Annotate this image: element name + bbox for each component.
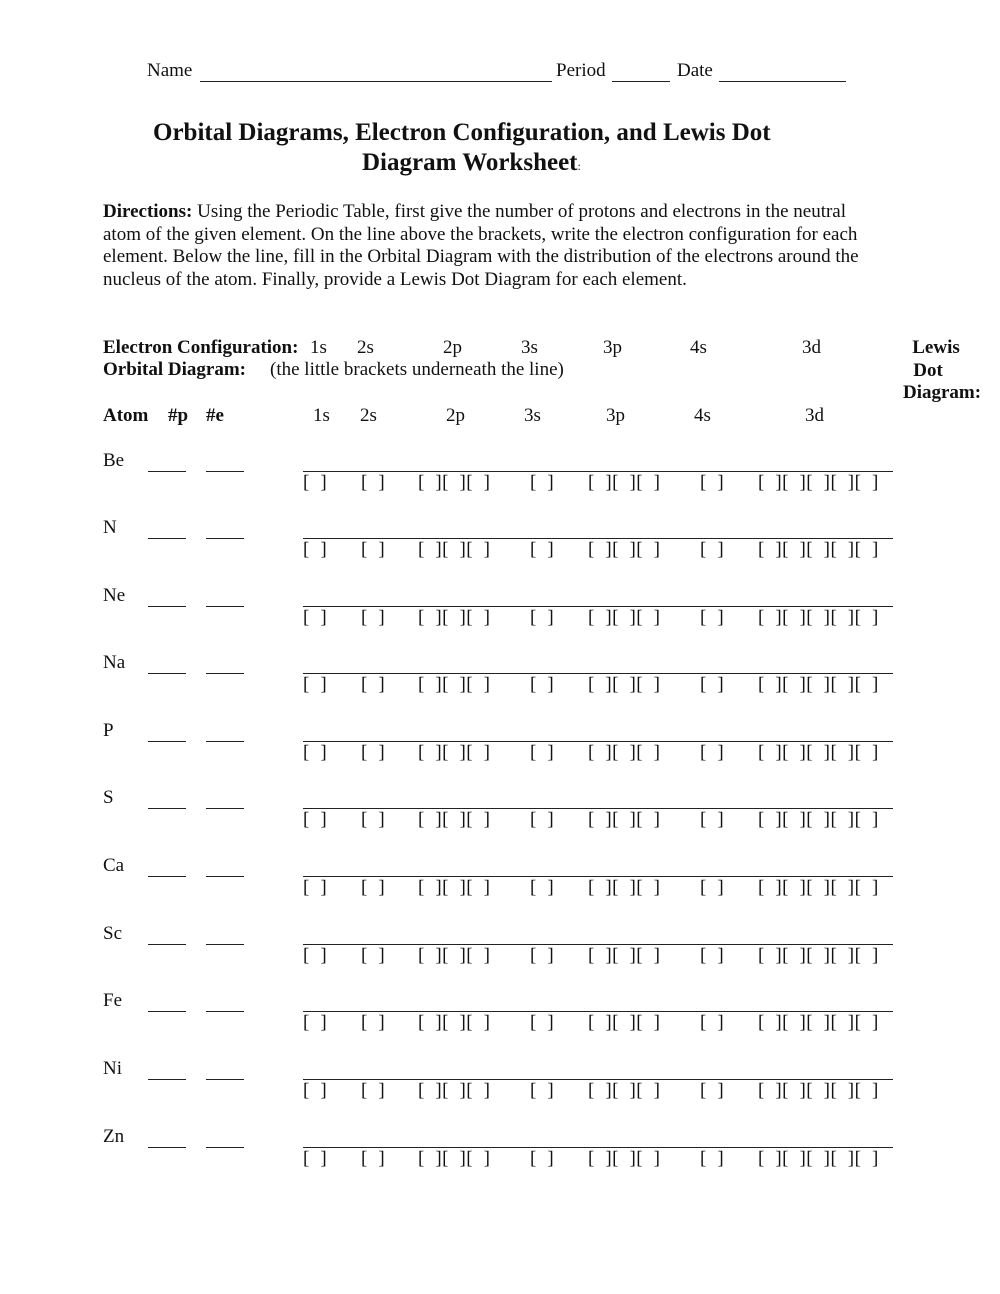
- orbital-3p-boxes[interactable]: [ ][ ][ ]: [588, 877, 661, 898]
- orbital-4s-box[interactable]: [ ]: [700, 472, 725, 493]
- directions-label: Directions:: [103, 201, 193, 222]
- orbital-2s-box[interactable]: [ ]: [361, 809, 386, 830]
- date-label: Date: [677, 60, 713, 81]
- legend-orbital-1s: 1s: [310, 337, 327, 358]
- orbital-3p-boxes[interactable]: [ ][ ][ ]: [588, 607, 661, 628]
- orbital-3p-boxes[interactable]: [ ][ ][ ]: [588, 472, 661, 493]
- column-orbital-3p: 3p: [606, 405, 625, 426]
- orbital-3s-box[interactable]: [ ]: [530, 945, 555, 966]
- electrons-blank[interactable]: [206, 449, 244, 472]
- orbital-1s-box[interactable]: [ ]: [303, 539, 328, 560]
- column-orbital-1s: 1s: [313, 405, 330, 426]
- element-row-ni: [0, 1058, 1000, 1118]
- orbital-3s-box[interactable]: [ ]: [530, 877, 555, 898]
- orbital-3p-boxes[interactable]: [ ][ ][ ]: [588, 1012, 661, 1033]
- orbital-4s-box[interactable]: [ ]: [700, 1012, 725, 1033]
- element-symbol: N: [103, 517, 117, 538]
- electrons-blank[interactable]: [206, 922, 244, 945]
- orbital-4s-box[interactable]: [ ]: [700, 945, 725, 966]
- protons-blank[interactable]: [148, 1125, 186, 1148]
- orbital-3d-boxes[interactable]: [ ][ ][ ][ ][ ]: [758, 945, 879, 966]
- electrons-blank[interactable]: [206, 651, 244, 674]
- protons-blank[interactable]: [148, 989, 186, 1012]
- orbital-diagram-label: Orbital Diagram:: [103, 359, 247, 380]
- element-symbol: P: [103, 720, 114, 741]
- element-row-be: [0, 450, 1000, 510]
- column-orbital-2p: 2p: [446, 405, 465, 426]
- orbital-3s-box[interactable]: [ ]: [530, 1148, 555, 1169]
- orbital-3d-boxes[interactable]: [ ][ ][ ][ ][ ]: [758, 1080, 879, 1101]
- orbital-2s-box[interactable]: [ ]: [361, 742, 386, 763]
- period-field[interactable]: [612, 59, 670, 82]
- name-field[interactable]: [200, 59, 552, 82]
- legend-orbital-3p: 3p: [603, 337, 622, 358]
- orbital-3d-boxes[interactable]: [ ][ ][ ][ ][ ]: [758, 1012, 879, 1033]
- orbital-4s-box[interactable]: [ ]: [700, 1148, 725, 1169]
- directions-text: Using the Periodic Table, first give the number of protons and electrons in the neutral atom of the given element. On the line above the brackets, write the electron configuration for each element. Below the line, fill in the Orbital Diagram with the distribution of the electrons around the nucleus of the atom. Finally, provide a Lewis Dot Diagram for each element.: [103, 201, 859, 290]
- orbital-3d-boxes[interactable]: [ ][ ][ ][ ][ ]: [758, 1148, 879, 1169]
- orbital-2s-box[interactable]: [ ]: [361, 472, 386, 493]
- orbital-3p-boxes[interactable]: [ ][ ][ ]: [588, 945, 661, 966]
- electron-config-line[interactable]: [303, 651, 893, 674]
- electrons-blank[interactable]: [206, 1125, 244, 1148]
- orbital-4s-box[interactable]: [ ]: [700, 809, 725, 830]
- lewis-heading-line1: Lewis: [912, 337, 960, 358]
- column-protons: #p: [168, 405, 189, 426]
- orbital-4s-box[interactable]: [ ]: [700, 539, 725, 560]
- orbital-diagram-note: (the little brackets underneath the line): [270, 359, 564, 380]
- directions-paragraph: [103, 201, 873, 291]
- element-symbol: Zn: [103, 1126, 125, 1147]
- legend-orbital-3s: 3s: [521, 337, 538, 358]
- element-row-ca: [0, 855, 1000, 915]
- orbital-1s-box[interactable]: [ ]: [303, 674, 328, 695]
- orbital-2p-boxes[interactable]: [ ][ ][ ]: [418, 1148, 491, 1169]
- column-orbital-4s: 4s: [694, 405, 711, 426]
- element-row-fe: [0, 990, 1000, 1050]
- orbital-3d-boxes[interactable]: [ ][ ][ ][ ][ ]: [758, 607, 879, 628]
- orbital-3p-boxes[interactable]: [ ][ ][ ]: [588, 539, 661, 560]
- orbital-2s-box[interactable]: [ ]: [361, 877, 386, 898]
- orbital-3d-boxes[interactable]: [ ][ ][ ][ ][ ]: [758, 539, 879, 560]
- protons-blank[interactable]: [148, 854, 186, 877]
- orbital-1s-box[interactable]: [ ]: [303, 1080, 328, 1101]
- column-atom: Atom: [103, 405, 149, 426]
- lewis-dot-heading: [893, 337, 982, 405]
- electrons-blank[interactable]: [206, 854, 244, 877]
- orbital-3s-box[interactable]: [ ]: [530, 1012, 555, 1033]
- electron-config-line[interactable]: [303, 516, 893, 539]
- lewis-heading-line2: Dot: [913, 359, 943, 381]
- protons-blank[interactable]: [148, 719, 186, 742]
- orbital-2s-box[interactable]: [ ]: [361, 1148, 386, 1169]
- protons-blank[interactable]: [148, 1057, 186, 1080]
- orbital-1s-box[interactable]: [ ]: [303, 1012, 328, 1033]
- orbital-3s-box[interactable]: [ ]: [530, 742, 555, 763]
- orbital-3d-boxes[interactable]: [ ][ ][ ][ ][ ]: [758, 674, 879, 695]
- element-symbol: Sc: [103, 923, 122, 944]
- worksheet-title-line2: Diagram Worksheet: [362, 149, 578, 176]
- orbital-3d-boxes[interactable]: [ ][ ][ ][ ][ ]: [758, 742, 879, 763]
- orbital-1s-box[interactable]: [ ]: [303, 809, 328, 830]
- worksheet-title-line1: Orbital Diagrams, Electron Configuration, and Lewis Dot: [153, 119, 771, 146]
- name-label: Name: [147, 60, 193, 81]
- element-symbol: Ni: [103, 1058, 122, 1079]
- element-row-zn: [0, 1126, 1000, 1186]
- orbital-4s-box[interactable]: [ ]: [700, 877, 725, 898]
- orbital-2s-box[interactable]: [ ]: [361, 607, 386, 628]
- orbital-3p-boxes[interactable]: [ ][ ][ ]: [588, 1080, 661, 1101]
- orbital-2p-boxes[interactable]: [ ][ ][ ]: [418, 742, 491, 763]
- orbital-1s-box[interactable]: [ ]: [303, 742, 328, 763]
- orbital-3s-box[interactable]: [ ]: [530, 674, 555, 695]
- orbital-3d-boxes[interactable]: [ ][ ][ ][ ][ ]: [758, 877, 879, 898]
- orbital-3p-boxes[interactable]: [ ][ ][ ]: [588, 1148, 661, 1169]
- orbital-2p-boxes[interactable]: [ ][ ][ ]: [418, 809, 491, 830]
- orbital-4s-box[interactable]: [ ]: [700, 674, 725, 695]
- electrons-blank[interactable]: [206, 786, 244, 809]
- electron-config-line[interactable]: [303, 786, 893, 809]
- electron-config-line[interactable]: [303, 989, 893, 1012]
- orbital-3s-box[interactable]: [ ]: [530, 809, 555, 830]
- orbital-3s-box[interactable]: [ ]: [530, 607, 555, 628]
- orbital-3p-boxes[interactable]: [ ][ ][ ]: [588, 809, 661, 830]
- orbital-3s-box[interactable]: [ ]: [530, 539, 555, 560]
- worksheet-title-line2-wrap: [362, 149, 581, 177]
- orbital-3p-boxes[interactable]: [ ][ ][ ]: [588, 742, 661, 763]
- orbital-1s-box[interactable]: [ ]: [303, 945, 328, 966]
- orbital-2s-box[interactable]: [ ]: [361, 945, 386, 966]
- protons-blank[interactable]: [148, 449, 186, 472]
- orbital-3d-boxes[interactable]: [ ][ ][ ][ ][ ]: [758, 472, 879, 493]
- electron-config-line[interactable]: [303, 922, 893, 945]
- element-row-n: [0, 517, 1000, 577]
- protons-blank[interactable]: [148, 786, 186, 809]
- element-row-sc: [0, 923, 1000, 983]
- element-symbol: Fe: [103, 990, 122, 1011]
- element-row-s: [0, 787, 1000, 847]
- orbital-2p-boxes[interactable]: [ ][ ][ ]: [418, 539, 491, 560]
- electrons-blank[interactable]: [206, 584, 244, 607]
- orbital-3d-boxes[interactable]: [ ][ ][ ][ ][ ]: [758, 809, 879, 830]
- column-electrons: #e: [206, 405, 224, 426]
- element-row-na: [0, 652, 1000, 712]
- orbital-2p-boxes[interactable]: [ ][ ][ ]: [418, 945, 491, 966]
- orbital-2p-boxes[interactable]: [ ][ ][ ]: [418, 472, 491, 493]
- electron-config-line[interactable]: [303, 719, 893, 742]
- orbital-1s-box[interactable]: [ ]: [303, 877, 328, 898]
- element-row-ne: [0, 585, 1000, 645]
- orbital-2s-box[interactable]: [ ]: [361, 674, 386, 695]
- legend-orbital-3d: 3d: [802, 337, 821, 358]
- electron-config-line[interactable]: [303, 1057, 893, 1080]
- worksheet-title-suffix: :: [577, 159, 581, 173]
- protons-blank[interactable]: [148, 922, 186, 945]
- orbital-2s-box[interactable]: [ ]: [361, 1012, 386, 1033]
- electron-config-line[interactable]: [303, 854, 893, 877]
- period-label: Period: [556, 60, 606, 81]
- orbital-2p-boxes[interactable]: [ ][ ][ ]: [418, 1012, 491, 1033]
- element-symbol: S: [103, 787, 114, 808]
- element-symbol: Be: [103, 450, 125, 471]
- element-symbol: Ca: [103, 855, 125, 876]
- lewis-heading-line3: Diagram:: [903, 382, 982, 403]
- orbital-1s-box[interactable]: [ ]: [303, 1148, 328, 1169]
- legend-orbital-4s: 4s: [690, 337, 707, 358]
- electrons-blank[interactable]: [206, 989, 244, 1012]
- orbital-4s-box[interactable]: [ ]: [700, 742, 725, 763]
- orbital-3s-box[interactable]: [ ]: [530, 1080, 555, 1101]
- orbital-4s-box[interactable]: [ ]: [700, 607, 725, 628]
- protons-blank[interactable]: [148, 651, 186, 674]
- orbital-4s-box[interactable]: [ ]: [700, 1080, 725, 1101]
- column-orbital-2s: 2s: [360, 405, 377, 426]
- orbital-3s-box[interactable]: [ ]: [530, 472, 555, 493]
- orbital-2s-box[interactable]: [ ]: [361, 539, 386, 560]
- electron-config-line[interactable]: [303, 449, 893, 472]
- orbital-1s-box[interactable]: [ ]: [303, 472, 328, 493]
- electron-config-line[interactable]: [303, 584, 893, 607]
- column-orbital-3s: 3s: [524, 405, 541, 426]
- orbital-2p-boxes[interactable]: [ ][ ][ ]: [418, 607, 491, 628]
- electron-config-label: Electron Configuration:: [103, 337, 299, 358]
- electron-config-line[interactable]: [303, 1125, 893, 1148]
- orbital-1s-box[interactable]: [ ]: [303, 607, 328, 628]
- electrons-blank[interactable]: [206, 516, 244, 539]
- orbital-2s-box[interactable]: [ ]: [361, 1080, 386, 1101]
- electrons-blank[interactable]: [206, 1057, 244, 1080]
- orbital-3p-boxes[interactable]: [ ][ ][ ]: [588, 674, 661, 695]
- electrons-blank[interactable]: [206, 719, 244, 742]
- date-field[interactable]: [719, 59, 846, 82]
- element-row-p: [0, 720, 1000, 780]
- element-symbol: Na: [103, 652, 126, 673]
- orbital-2p-boxes[interactable]: [ ][ ][ ]: [418, 877, 491, 898]
- legend-orbital-2p: 2p: [443, 337, 462, 358]
- element-symbol: Ne: [103, 585, 126, 606]
- column-orbital-3d: 3d: [805, 405, 824, 426]
- protons-blank[interactable]: [148, 584, 186, 607]
- orbital-2p-boxes[interactable]: [ ][ ][ ]: [418, 674, 491, 695]
- orbital-2p-boxes[interactable]: [ ][ ][ ]: [418, 1080, 491, 1101]
- legend-orbital-2s: 2s: [357, 337, 374, 358]
- protons-blank[interactable]: [148, 516, 186, 539]
